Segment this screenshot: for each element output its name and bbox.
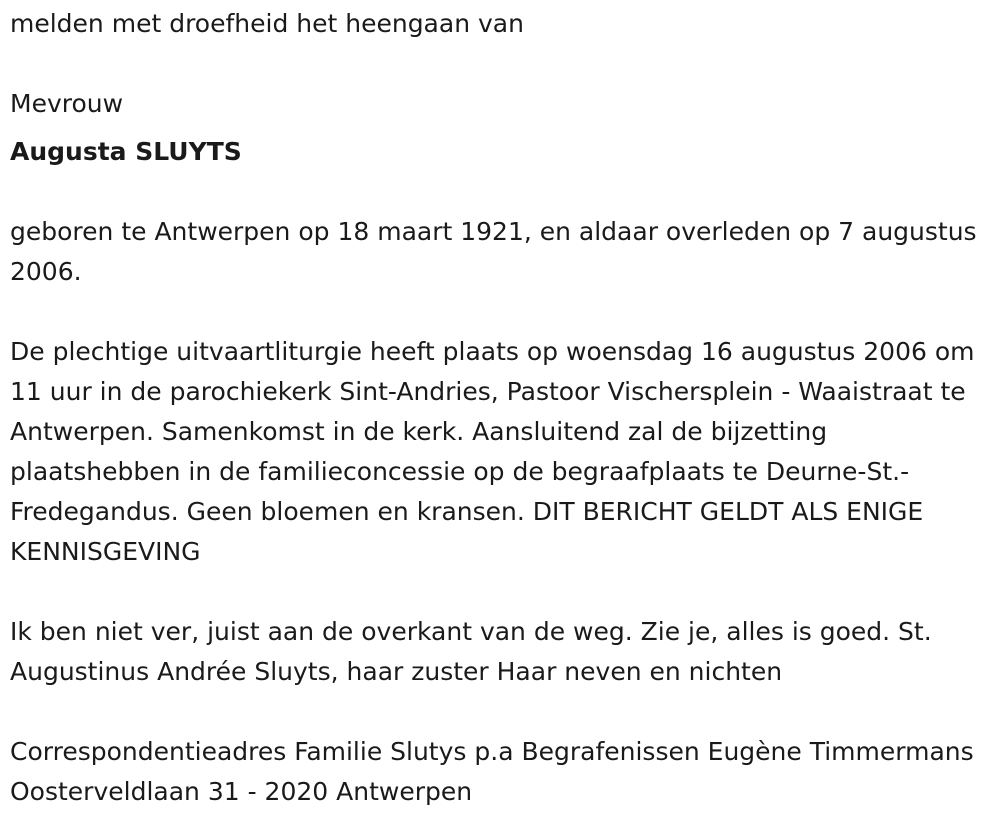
quote-family-paragraph: Ik ben niet ver, juist aan de overkant van de weg. Zie je, alles is goed. St. Augustinus Andrée Sluyts, haar zuster Haar neven en nichten	[10, 617, 932, 686]
correspondence-paragraph: Correspondentieadres Familie Slutys p.a Begrafenissen Eugène Timmermans Oosterveldlaan 31 - 2020 Antwerpen	[10, 737, 974, 806]
spacer	[10, 44, 995, 84]
obituary-notice	[10, 4, 995, 812]
spacer	[10, 124, 995, 132]
deceased-name: Augusta SLUYTS	[10, 137, 242, 166]
birth-death-paragraph: geboren te Antwerpen op 18 maart 1921, en aldaar overleden op 7 augustus 2006.	[10, 217, 977, 286]
spacer	[10, 292, 995, 332]
funeral-paragraph: De plechtige uitvaartliturgie heeft plaats op woensdag 16 augustus 2006 om 11 uur in de parochiekerk Sint-Andries, Pastoor Vischersplein - Waaistraat te Antwerpen. Samenkomst in de kerk. Aansluitend zal de bijzetting plaatshebben in de familieconcessie op de begraafplaats te Deurne-St.-Fredegandus. Geen bloemen en kransen. DIT BERICHT GELDT ALS ENIGE KENNISGEVING	[10, 337, 975, 566]
salutation: Mevrouw	[10, 89, 124, 118]
spacer	[10, 172, 995, 212]
intro-text: melden met droefheid het heengaan van	[10, 9, 524, 38]
spacer	[10, 692, 995, 732]
spacer	[10, 572, 995, 612]
